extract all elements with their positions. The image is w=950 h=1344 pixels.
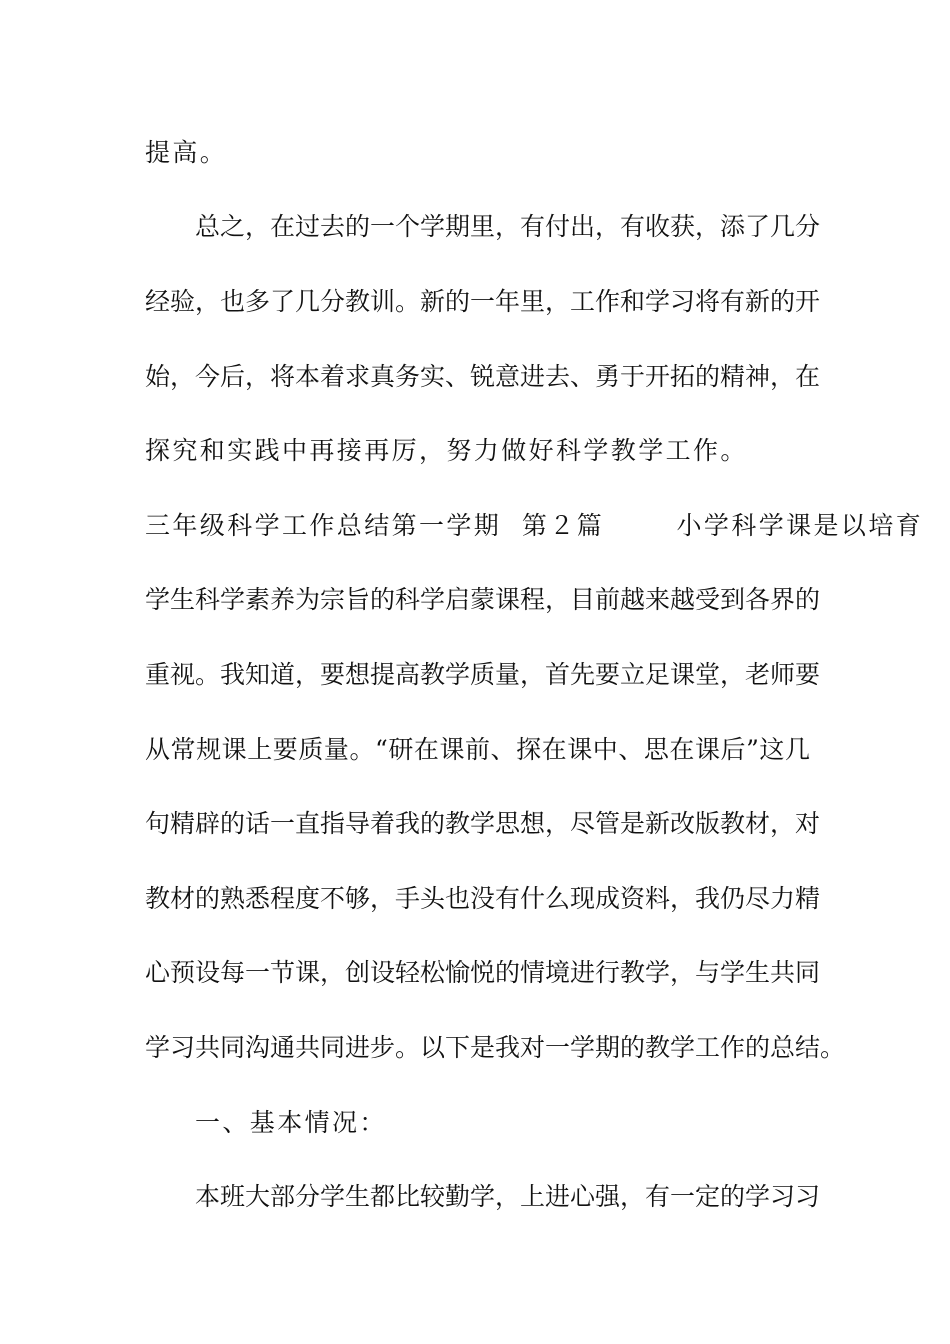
section-title-line: 三年级科学工作总结第一学期 第２篇 小学科学课是以培育 [145, 511, 924, 540]
paragraph-line: 始，今后，将本着求真务实、锐意进去、勇于开拓的精神，在 [145, 362, 821, 391]
paragraph-line: 重视。我知道，要想提高教学质量，首先要立足课堂，老师要 [145, 660, 821, 689]
paragraph-line: 经验，也多了几分教训。新的一年里，工作和学习将有新的开 [145, 287, 821, 316]
paragraph-line: 教材的熟悉程度不够，手头也没有什么现成资料，我仍尽力精 [145, 884, 821, 913]
paragraph-line: 句精辟的话一直指导着我的教学思想，尽管是新改版教材，对 [145, 809, 821, 838]
paragraph-line: 学习共同沟通共同进步。以下是我对一学期的教学工作的总结。 [145, 1033, 846, 1062]
paragraph-line: 探究和实践中再接再厉，努力做好科学教学工作。 [145, 436, 748, 465]
section-heading: 一、基本情况： [195, 1108, 387, 1137]
paragraph-line: 提高。 [145, 138, 228, 167]
paragraph-line: 心预设每一节课，创设轻松愉悦的情境进行教学，与学生共同 [145, 958, 821, 987]
paragraph-line: 从常规课上要质量。“研在课前、探在课中、思在课后”这几 [145, 735, 810, 764]
paragraph-line: 本班大部分学生都比较勤学，上进心强，有一定的学习习 [195, 1182, 821, 1211]
paragraph-line: 学生科学素养为宗旨的科学启蒙课程，目前越来越受到各界的 [145, 585, 821, 614]
paragraph-line: 总之，在过去的一个学期里，有付出，有收获，添了几分 [195, 212, 821, 241]
